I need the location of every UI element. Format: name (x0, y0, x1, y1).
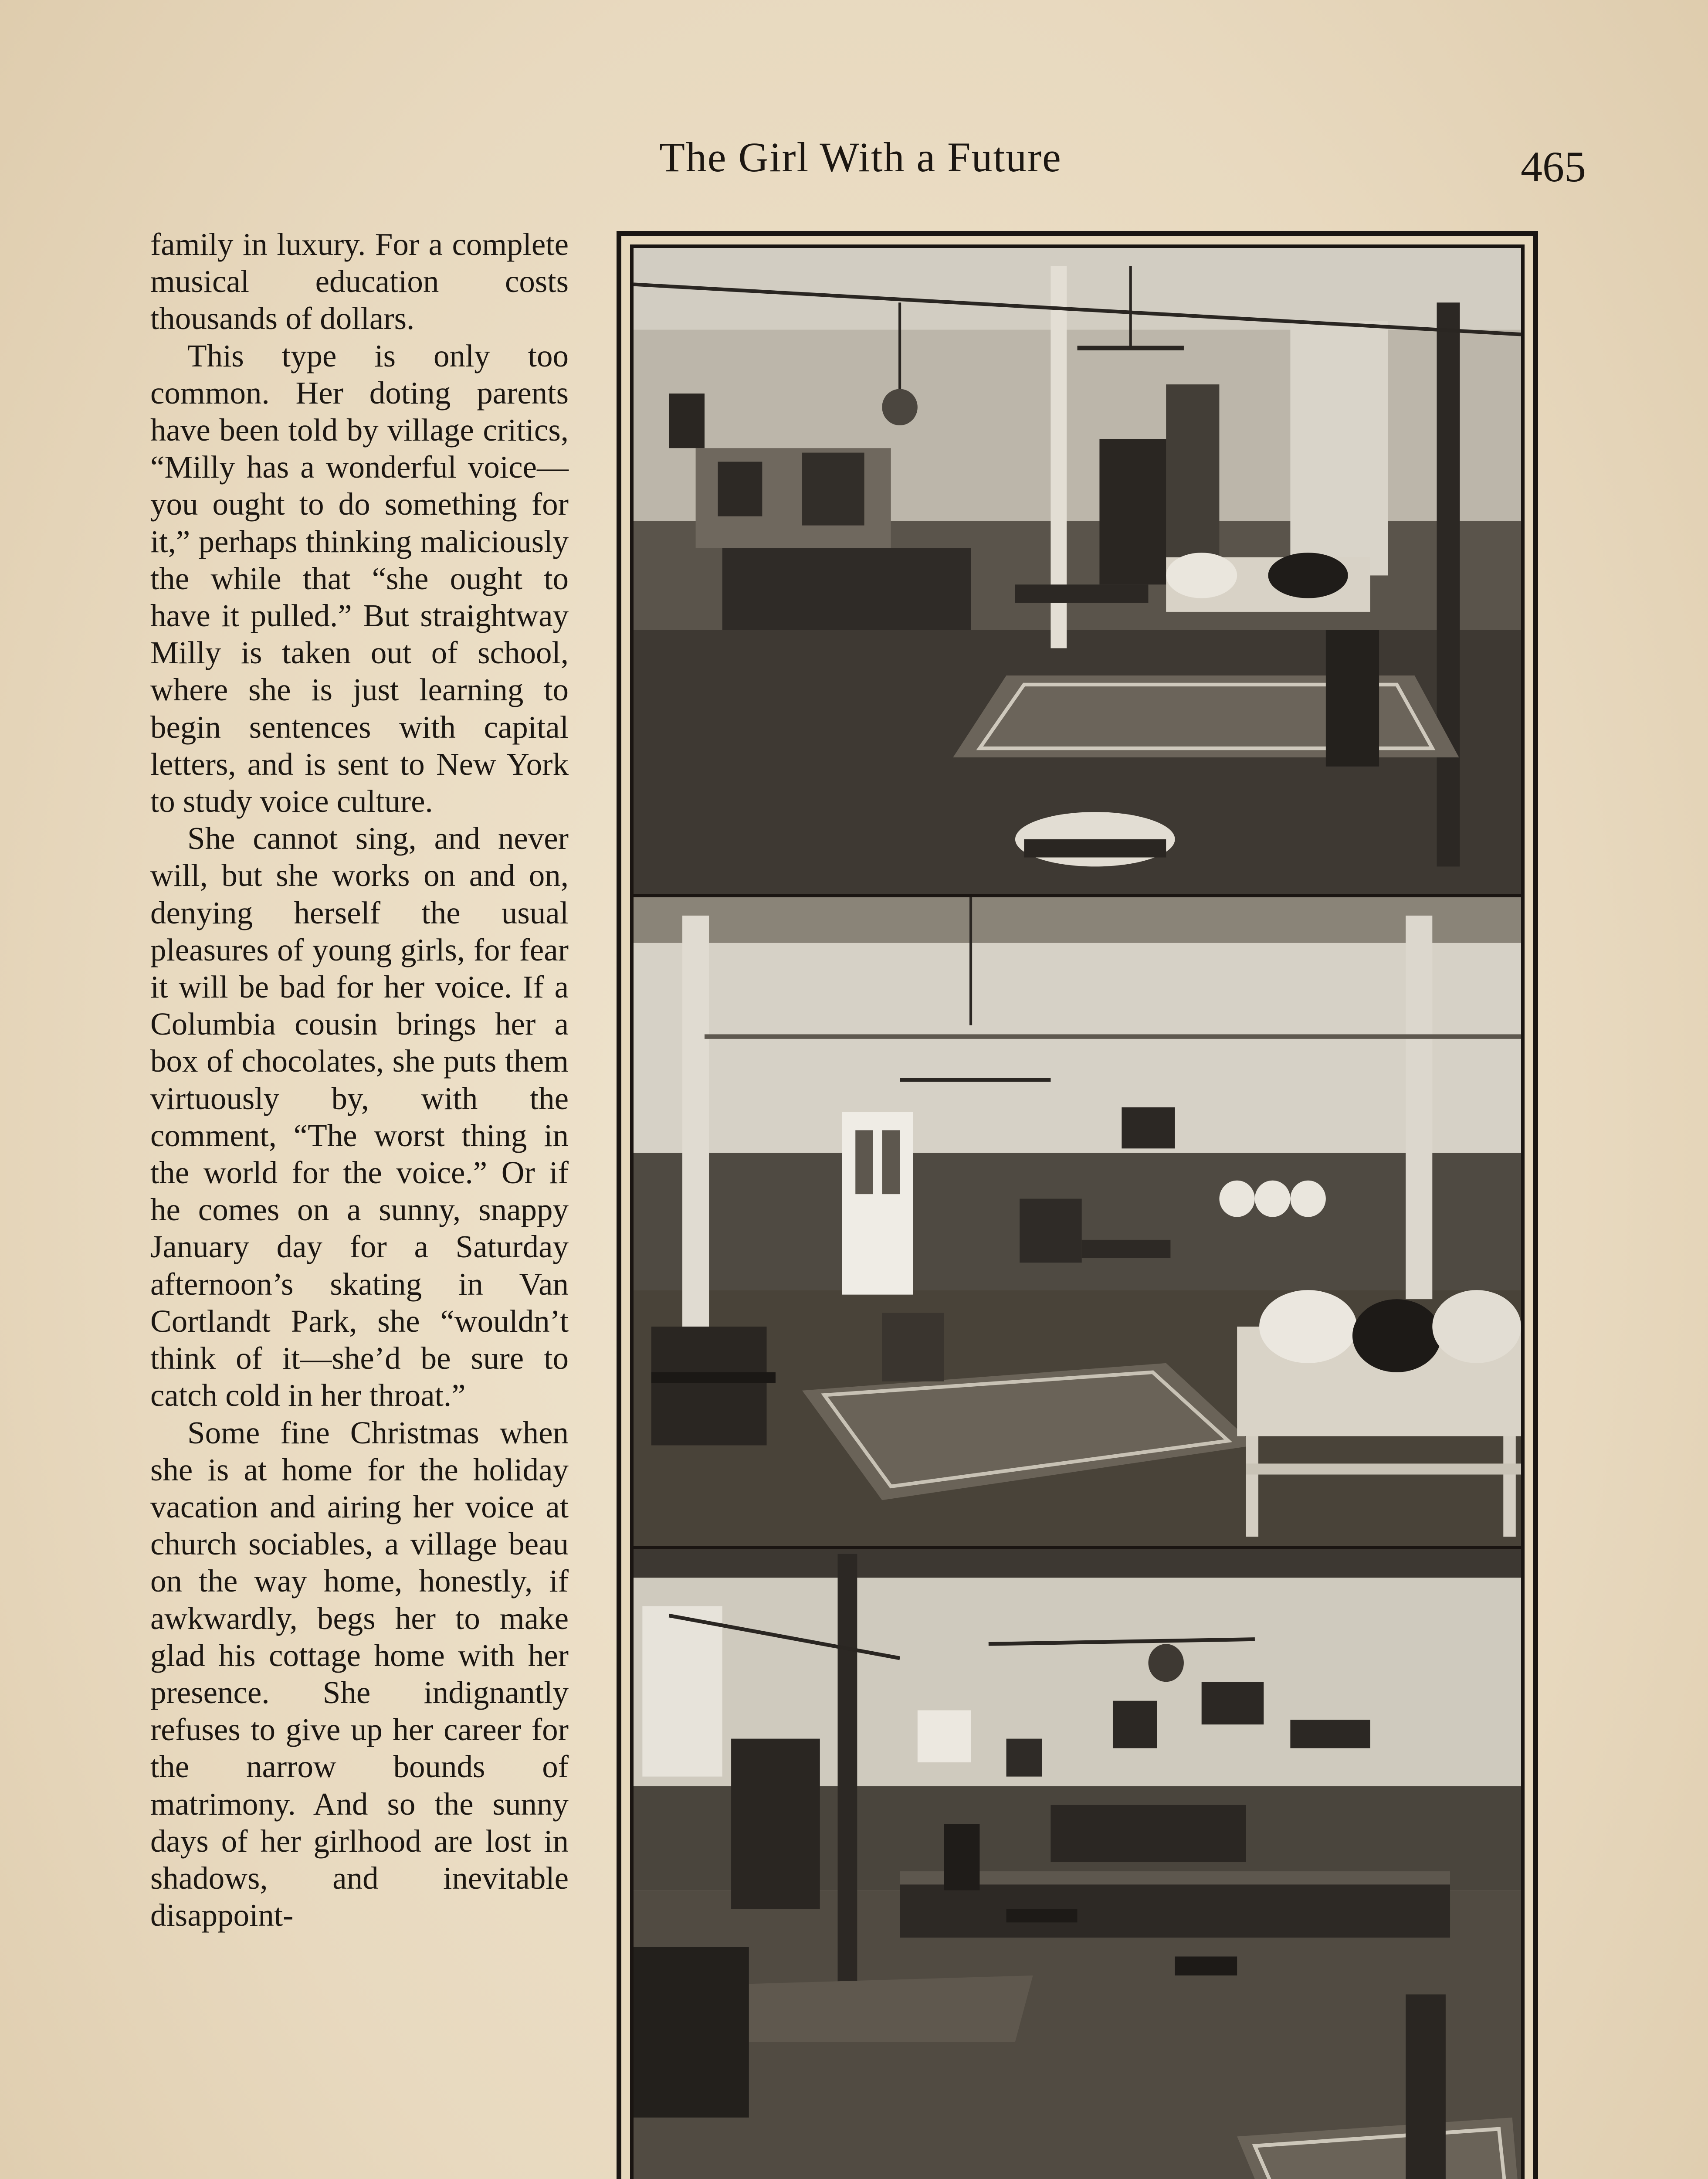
parlor-illustration-middle (634, 897, 1521, 1546)
paragraph: She cannot sing, and never will, but she works on and on, denying herself the usual pleasures of young girls, for fear it will be bad for her voice. If a Columbia cousin brings her a box of chocolates, she puts them virtuously by, with the comment, “The worst thing in the world for the voice.” Or if he comes on a sunny, snappy January day for a Saturday afternoon’s skating in Van Cortlandt Park, she “wouldn’t think of it—she’d be sure to catch cold in her throat.” (150, 821, 569, 1413)
photo-figure (617, 231, 1538, 2179)
running-title: The Girl With a Future (659, 134, 1062, 180)
parlor-photo-middle (634, 897, 1521, 1549)
parlor-photo-top (634, 248, 1521, 897)
paragraph: family in luxury. For a complete musical education costs thousands of dollars. (150, 227, 569, 336)
left-text-column (150, 226, 569, 1934)
photo-stack (630, 244, 1525, 2179)
parlor-photo-bottom (634, 1549, 1521, 2179)
page-number: 465 (1521, 143, 1586, 191)
parlor-illustration-top (634, 248, 1521, 894)
paragraph: This type is only too common. Her doting parents have been told by village critics, “Milly has a wonderful voice—you ought to do something for it,” perhaps thinking maliciously the while that “she ought to have it pulled.” But straightway Milly is taken out of school, where she is just learning to begin sentences with capital letters, and is sent to New York to study voice culture. (150, 338, 569, 819)
parlor-illustration-bottom (634, 1549, 1521, 2179)
paragraph: Some fine Christmas when she is at home for the holiday vacation and airing her voice at church sociables, a village beau on the way home, honestly, if awkwardly, begs her to make glad his cottage home with her presence. She indignantly refuses to give up her career for the narrow bounds of matrimony. And so the sunny days of her girlhood are lost in shadows, and inevitable disappoint- (150, 1415, 569, 1933)
